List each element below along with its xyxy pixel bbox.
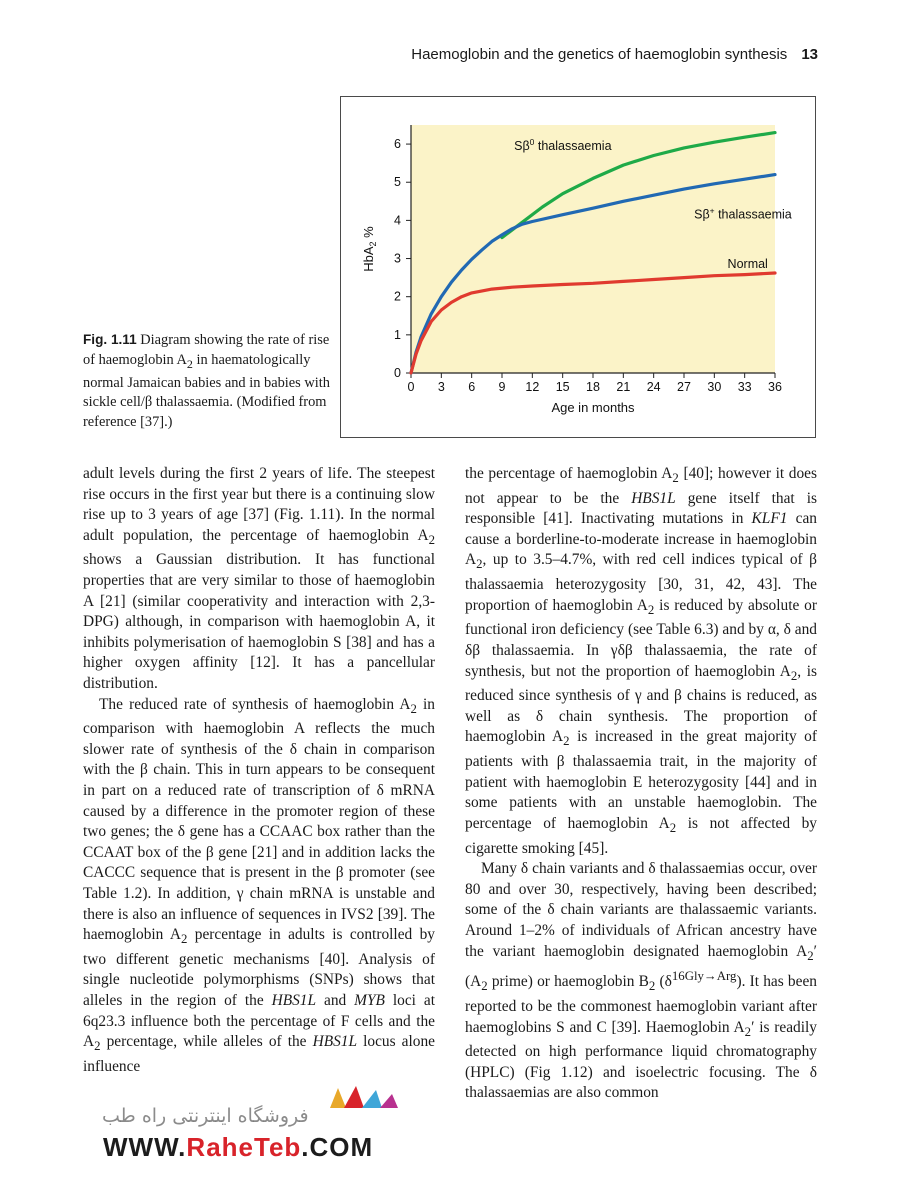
watermark-com: .COM	[301, 1132, 374, 1162]
left-paragraph-1: adult levels during the first 2 years of life. The steepest rise occurs in the first year but there is a continuing slow rise up to 3 years of age [37] (Fig. 1.11). In the normal adult population, the percentage of haemoglobin $A_2$ shows a Gaussian distribution. It has functional properties that are very similar to those of haemoglobin A [21] (similar cooperativity and interaction with 2,3-DPG) although, in comparison with haemoglobin A, it inhibits polymerisation of haemoglobin S [38] and has a higher oxygen affinity [12]. It has a pancellular distribution.	[83, 465, 435, 693]
running-header-title: Haemoglobin and the genetics of haemoglobin synthesis	[411, 46, 788, 63]
y-tick-label-0: 0	[394, 366, 401, 380]
watermark-brand: RaheTeb	[186, 1132, 302, 1162]
x-tick-label-4: 12	[525, 380, 540, 394]
y-tick-label-1: 1	[394, 327, 401, 342]
x-tick-label-9: 27	[677, 380, 691, 394]
y-tick-label-2: 2	[394, 289, 401, 304]
x-tick-label-5: 15	[555, 380, 570, 394]
plot-background	[411, 125, 775, 373]
right-paragraph-2: Many δ chain variants and δ thalassaemias occur, over 80 and over 30, respectively, having been described; some of the δ chain variants are thalassaemic variants. Around 1–2% of individuals of African ancestry have the variant haemoglobin designated haemoglobin $A_2'$ ($A_2$ prime) or haemoglobin $B_2$ $(\delta^{16Gly\to Arg})$. It has been reported to be the commonest haemoglobin variant after haemoglobins S and C [39]. Haemoglobin $A_2'$ is readily detected on high performance liquid chromatography (HPLC) (Fig 1.12) and isoelectric focusing. The δ thalassaemias are also common	[465, 860, 817, 1102]
left-column	[83, 464, 435, 1078]
series-label-1: Sβ+ thalassaemia	[694, 205, 792, 222]
watermark-url	[103, 1132, 373, 1163]
book-logo-icon	[330, 1086, 398, 1108]
left-paragraph-2: The reduced rate of synthesis of haemoglobin $A_2$ in comparison with haemoglobin A reflects the much slower rate of synthesis of the δ chain in comparison with the β chain. This in turn appears to be consequent in part on a reduced rate of transcription of δ mRNA caused by a difference in the promoter region of these two genes; the δ gene has a CCAAC box rather than the CCAAT box of the β gene [21] and in addition lacks the CACCC sequence that is present in the β promoter (see Table 1.2). In addition, γ chain mRNA is unstable and there is also an influence of sequences in IVS2 [39]. The haemoglobin $A_2$ percentage in adults is controlled by two different genetic mechanisms [40]. Analysis of single nucleotide polymorphisms (SNPs) shows that alleles in the region of the HBS1L and MYB loci at 6q23.3 influence both the percentage of F cells and the $A_2$ percentage, while alleles of the HBS1L locus alone influence	[83, 695, 435, 1075]
figure-caption	[83, 330, 333, 432]
hba2-chart	[341, 97, 817, 439]
y-tick-label-6: 6	[394, 137, 401, 152]
x-tick-label-7: 21	[616, 380, 631, 394]
x-tick-label-6: 18	[586, 380, 600, 394]
x-tick-label-1: 3	[437, 380, 445, 394]
watermark-logo	[100, 1082, 430, 1127]
x-tick-label-0: 0	[407, 380, 415, 394]
caption-sub: 2	[186, 356, 193, 371]
running-header	[411, 46, 818, 63]
figure-1-11	[340, 96, 816, 438]
y-axis-label: HbA$_2$ %	[361, 226, 378, 272]
x-axis-label: Age in months	[551, 400, 635, 415]
x-tick-label-11: 33	[737, 380, 752, 394]
y-tick-label-4: 4	[394, 213, 401, 228]
y-tick-label-5: 5	[394, 175, 401, 190]
x-tick-label-3: 9	[498, 380, 506, 394]
right-column	[465, 464, 817, 1104]
series-label-2: Normal	[727, 257, 768, 272]
series-label-0: $S\beta^0$ thalassaemia	[514, 136, 612, 153]
watermark-www: WWW.	[103, 1132, 187, 1162]
x-tick-label-8: 24	[646, 380, 661, 394]
caption-text-2: in haematologically normal Jamaican babies and in babies with sickle cell/β thalassaemia. (Modified from reference [37].)	[83, 351, 330, 430]
caption-text-1: Diagram showing the rate of rise of haemoglobin A	[83, 332, 330, 368]
x-tick-label-12: 36	[768, 380, 782, 394]
watermark-persian: فروشگاه اینترنتی راه طب	[102, 1105, 309, 1127]
y-tick-label-3: 3	[394, 251, 401, 266]
page-number: 13	[801, 46, 818, 63]
x-tick-label-2: 6	[468, 380, 476, 394]
figure-label: Fig. 1.11	[83, 332, 137, 347]
right-paragraph-1: the percentage of haemoglobin $A_2$ [40]; however it does not appear to be the HBS1L gene itself that is responsible [41]. Inactivating mutations in KLF1 can cause a borderline-to-moderate increase in haemoglobin $A_2$, up to 3.5–4.7%, with red cell indices typical of β thalassaemia heterozygosity [30, 31, 42, 43]. The proportion of haemoglobin $A_2$ is reduced by absolute or functional iron deficiency (see Table 6.3) and by α, δ and δβ thalassaemia. In γδβ thalassaemia, the rate of synthesis, but not the proportion of haemoglobin $A_2$, is reduced since synthesis of γ and β chains is reduced, as well as δ chain synthesis. The proportion of haemoglobin $A_2$ is increased in the great majority of patients with β thalassaemia trait, in the majority of patient with haemoglobin E heterozygosity [44] and in some patients with an unstable haemoglobin. The percentage of haemoglobin $A_2$ is not affected by cigarette smoking [45].	[465, 465, 818, 857]
x-tick-label-10: 30	[707, 380, 722, 394]
